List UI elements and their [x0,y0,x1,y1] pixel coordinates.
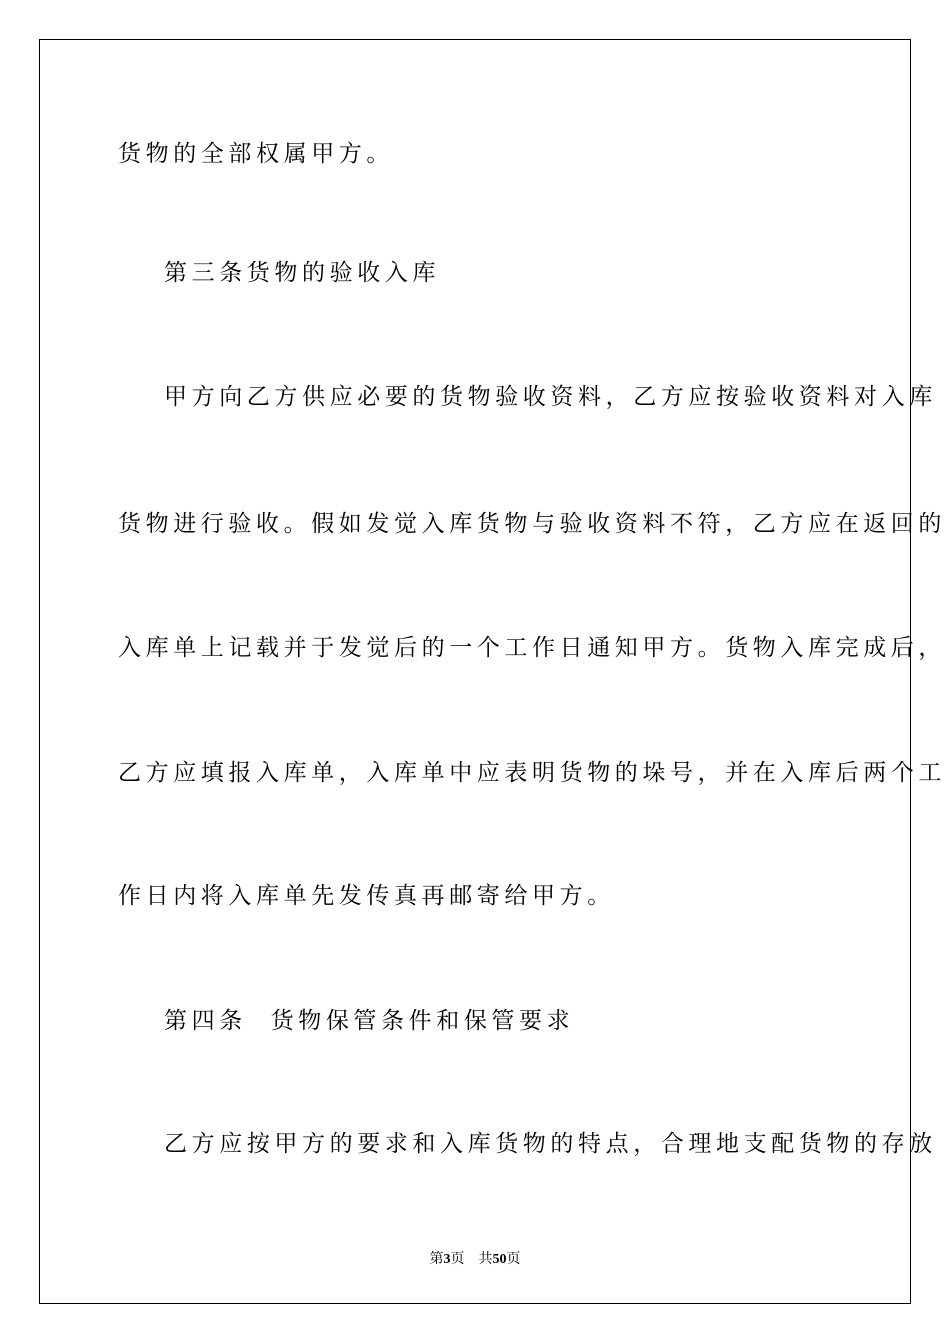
page-number: 3 [443,1252,451,1267]
page-prefix: 第 [429,1252,444,1267]
total-prefix: 共 [478,1252,493,1267]
page-suffix: 页 [450,1252,465,1267]
paragraph-line-3: 甲方向乙方供应必要的货物验收资料，乙方应按验收资料对入库 [164,384,937,410]
page-frame [39,39,911,1304]
paragraph-line-6: 乙方应填报入库单，入库单中应表明货物的垛号，并在入库后两个工 [118,760,946,786]
paragraph-line-5: 入库单上记载并于发觉后的一个工作日通知甲方。货物入库完成后， [118,635,946,661]
paragraph-line-9: 乙方应按甲方的要求和入库货物的特点，合理地支配货物的存放 [164,1131,937,1157]
paragraph-line-1: 货物的全部权属甲方。 [118,141,394,167]
total-suffix: 页 [506,1252,521,1267]
total-pages: 50 [492,1252,507,1267]
section-heading-3: 第三条货物的验收入库 [164,260,440,286]
section-heading-4: 第四条 货物保管条件和保管要求 [164,1008,575,1034]
paragraph-line-7: 作日内将入库单先发传真再邮寄给甲方。 [118,883,615,909]
paragraph-line-4: 货物进行验收。假如发觉入库货物与验收资料不符，乙方应在返回的 [118,511,946,537]
page-footer [0,1248,950,1268]
